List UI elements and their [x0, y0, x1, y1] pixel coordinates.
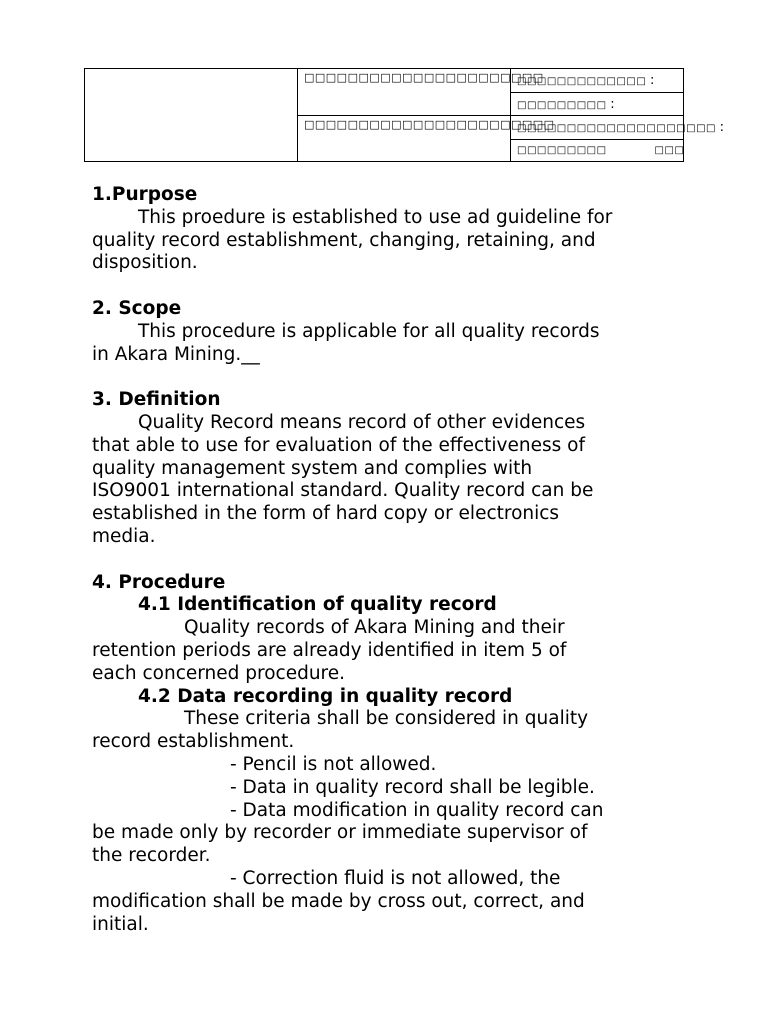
procedure-heading: 4. Procedure — [92, 571, 226, 593]
document-header-table — [84, 68, 725, 162]
meta-colon-1: : — [650, 73, 655, 88]
meta-colon-3: : — [719, 120, 725, 135]
meta-row-1 — [511, 69, 684, 93]
purpose-text: This proedure is established to use ad guideline for quality record establishment, changing, retaining, and disposition. — [92, 206, 613, 274]
purpose-heading: 1.Purpose — [92, 184, 198, 205]
meta-label-2: □□□□□□□□□ — [517, 99, 607, 111]
meta-label-3: □□□□□□□□□□□□□□□□□□□□ — [517, 123, 716, 134]
subsection-4-1-heading: 4.1 Identification of quality record — [138, 594, 497, 616]
definition-heading: 3. Definition — [92, 389, 221, 411]
meta-row-3 — [511, 116, 725, 140]
criterion-pencil: - Pencil is not allowed. — [230, 753, 437, 775]
definition-text: Quality Record means record of other evidences that able to use for evaluation of the effectiveness of quality management system and complies with ISO9001 international standard. Quality record can be established in the form of hard copy or electronics media. — [92, 411, 594, 547]
meta-row-4 — [511, 140, 684, 162]
meta-row-2 — [511, 93, 684, 116]
criterion-modification: - Data modification in quality record can be made only by recorder or immediate supervisor of the recorder. — [92, 799, 604, 867]
subsection-4-1-text: Quality records of Akara Mining and their retention periods are already identified in item 5 of each concerned procedure. — [92, 617, 567, 684]
logo-cell — [85, 69, 298, 162]
document-title-primary: □□□□□□□□□□□□□□□□□□□□□□ — [298, 69, 511, 116]
criterion-correction-fluid: - Correction fluid is not allowed, the modification shall be made by cross out, correct, and initial. — [92, 867, 585, 935]
criterion-legible: - Data in quality record shall be legible. — [230, 776, 595, 798]
scope-heading: 2. Scope — [92, 297, 182, 319]
meta-label-1: □□□□□□□□□□□□□ — [517, 76, 647, 87]
meta-colon-2: : — [610, 96, 616, 112]
document-title-secondary: □□□□□□□□□□□□□□□□□□□□□□□ — [298, 116, 511, 162]
subsection-4-2-heading: 4.2 Data recording in quality record — [138, 685, 513, 707]
subsection-4-2-intro: These criteria shall be considered in quality record establishment. — [92, 708, 589, 753]
document-body — [92, 184, 692, 936]
meta-value-4: □□□ — [654, 145, 685, 156]
meta-label-4: □□□□□□□□□ — [517, 145, 607, 156]
scope-text: This procedure is applicable for all quality records in Akara Mining.__ — [92, 320, 600, 365]
